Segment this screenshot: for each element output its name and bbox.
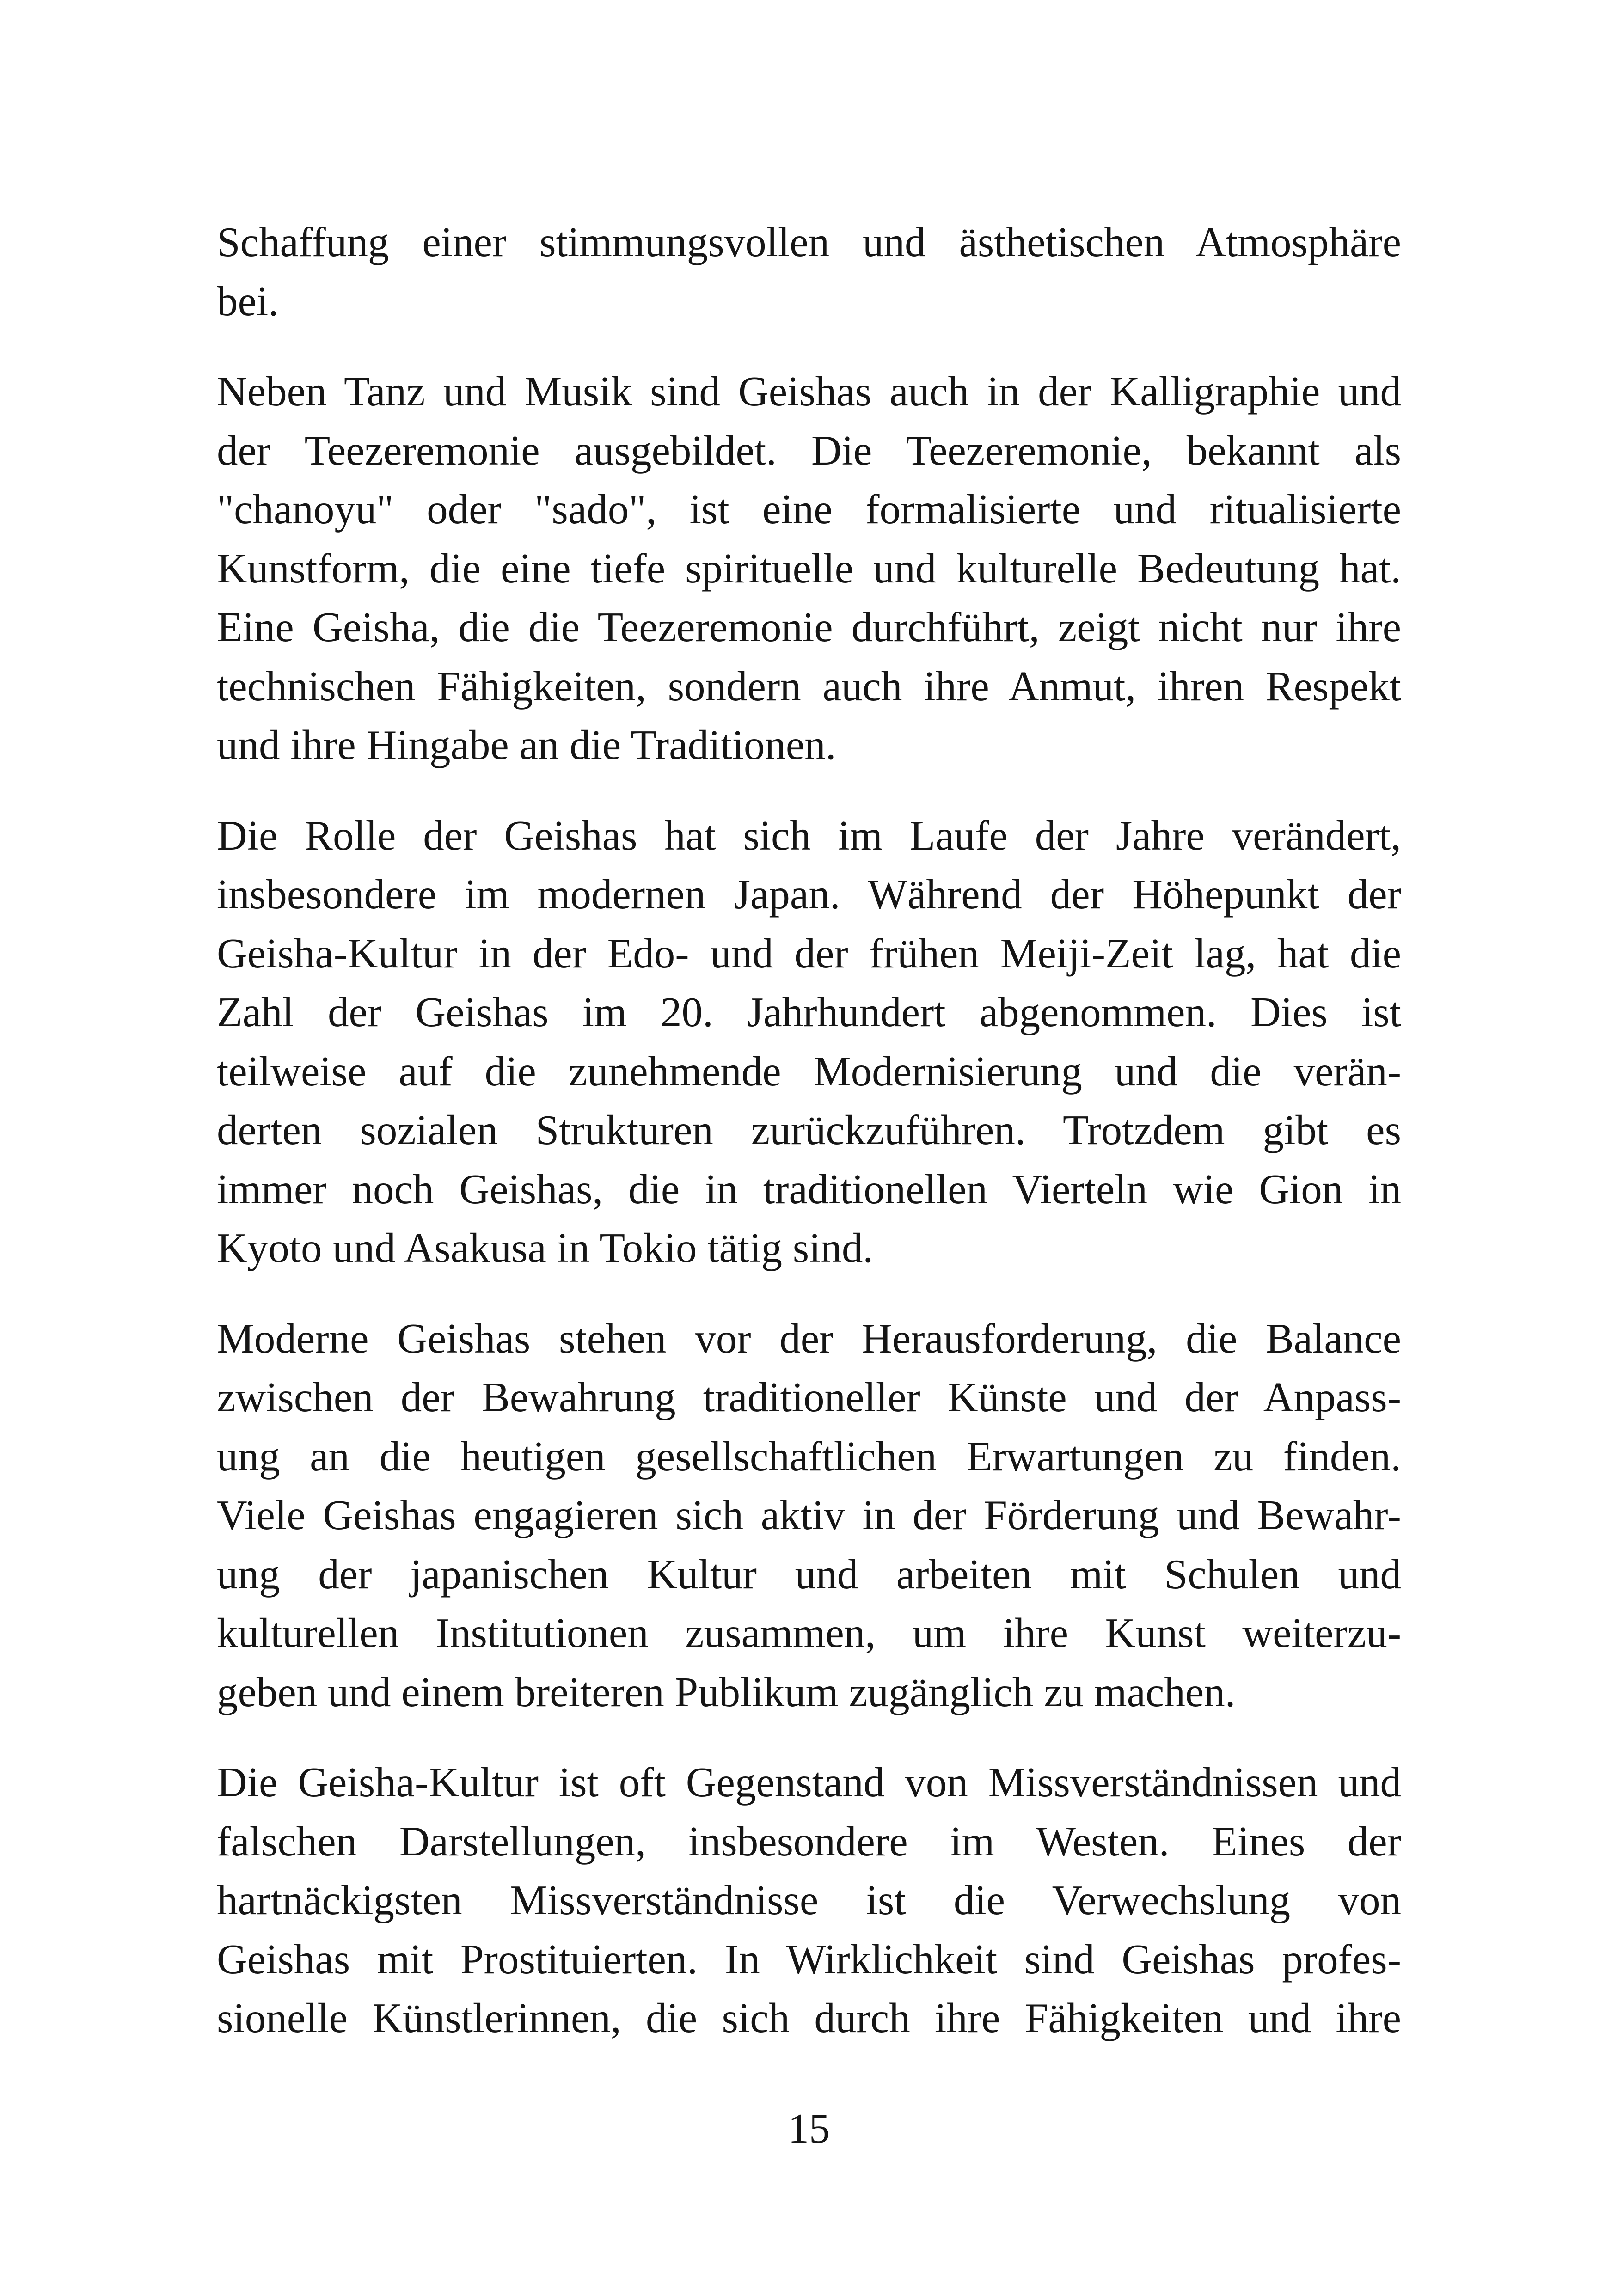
text-line: der Teezeremonie ausgebildet. Die Teezeremonie, bekannt als xyxy=(217,427,1401,474)
text-line: derten sozialen Strukturen zurückzuführen. Trotzdem gibt es xyxy=(217,1107,1401,1153)
text-line: "chanoyu" oder "sado", ist eine formalisierte und ritualisierte xyxy=(217,486,1401,533)
text-line: immer noch Geishas, die in traditionellen Vierteln wie Gion in xyxy=(217,1165,1401,1212)
text-line: Neben Tanz und Musik sind Geishas auch in der Kalligraphie und xyxy=(217,368,1401,415)
text-line: Die Rolle der Geishas hat sich im Laufe der Jahre verändert, xyxy=(217,812,1401,859)
text-line: zwischen der Bewahrung traditioneller Künste und der Anpass- xyxy=(217,1374,1401,1420)
text-line: teilweise auf die zunehmende Modernisierung und die verän- xyxy=(217,1047,1401,1095)
text-line: ung der japanischen Kultur und arbeiten mit Schulen und xyxy=(217,1550,1401,1598)
paragraph xyxy=(217,1753,1401,2048)
paragraph xyxy=(217,362,1401,775)
text-line: Eine Geisha, die die Teezeremonie durchführt, zeigt nicht nur ihre xyxy=(217,604,1401,650)
paragraph xyxy=(217,806,1401,1278)
page-number: 15 xyxy=(788,2105,830,2152)
text-line: technischen Fähigkeiten, sondern auch ihre Anmut, ihren Respekt xyxy=(217,662,1401,710)
text-line: Geisha-Kultur in der Edo- und der frühen Meiji-Zeit lag, hat die xyxy=(217,930,1401,977)
text-line: Viele Geishas engagieren sich aktiv in der Förderung und Bewahr- xyxy=(217,1492,1401,1538)
text-line: Kunstform, die eine tiefe spirituelle und kulturelle Bedeutung hat. xyxy=(217,545,1401,592)
text-line: Zahl der Geishas im 20. Jahrhundert abgenommen. Dies ist xyxy=(217,989,1401,1035)
text-line: insbesondere im modernen Japan. Während der Höhepunkt der xyxy=(217,871,1401,918)
text-line: Moderne Geishas stehen vor der Herausforderung, die Balance xyxy=(217,1315,1401,1362)
text-line: Geishas mit Prostituierten. In Wirklichkeit sind Geishas profes- xyxy=(217,1935,1401,1983)
text-line: hartnäckigsten Missverständnisse ist die Verwechslung von xyxy=(217,1877,1401,1923)
text-line: sionelle Künstlerinnen, die sich durch ihre Fähigkeiten und ihre xyxy=(217,1995,1401,2041)
text-line: und ihre Hingabe an die Traditionen. xyxy=(217,722,836,768)
text-line: ung an die heutigen gesellschaftlichen Erwartungen zu finden. xyxy=(217,1433,1401,1480)
text-line: Die Geisha-Kultur ist oft Gegenstand von Missverständnissen und xyxy=(217,1759,1401,1806)
text-line: bei. xyxy=(217,277,279,325)
text-line: kulturellen Institutionen zusammen, um ihre Kunst weiterzu- xyxy=(217,1610,1401,1656)
paragraph xyxy=(217,1309,1401,1722)
text-line: geben und einem breiteren Publikum zugänglich zu machen. xyxy=(217,1668,1236,1715)
paragraph xyxy=(217,213,1401,331)
text-line: Schaffung einer stimmungsvollen und ästhetischen Atmosphäre xyxy=(217,219,1401,265)
body-text xyxy=(217,213,1401,2079)
text-line: Kyoto und Asakusa in Tokio tätig sind. xyxy=(217,1225,874,1271)
text-line: falschen Darstellungen, insbesondere im Westen. Eines der xyxy=(217,1818,1401,1865)
